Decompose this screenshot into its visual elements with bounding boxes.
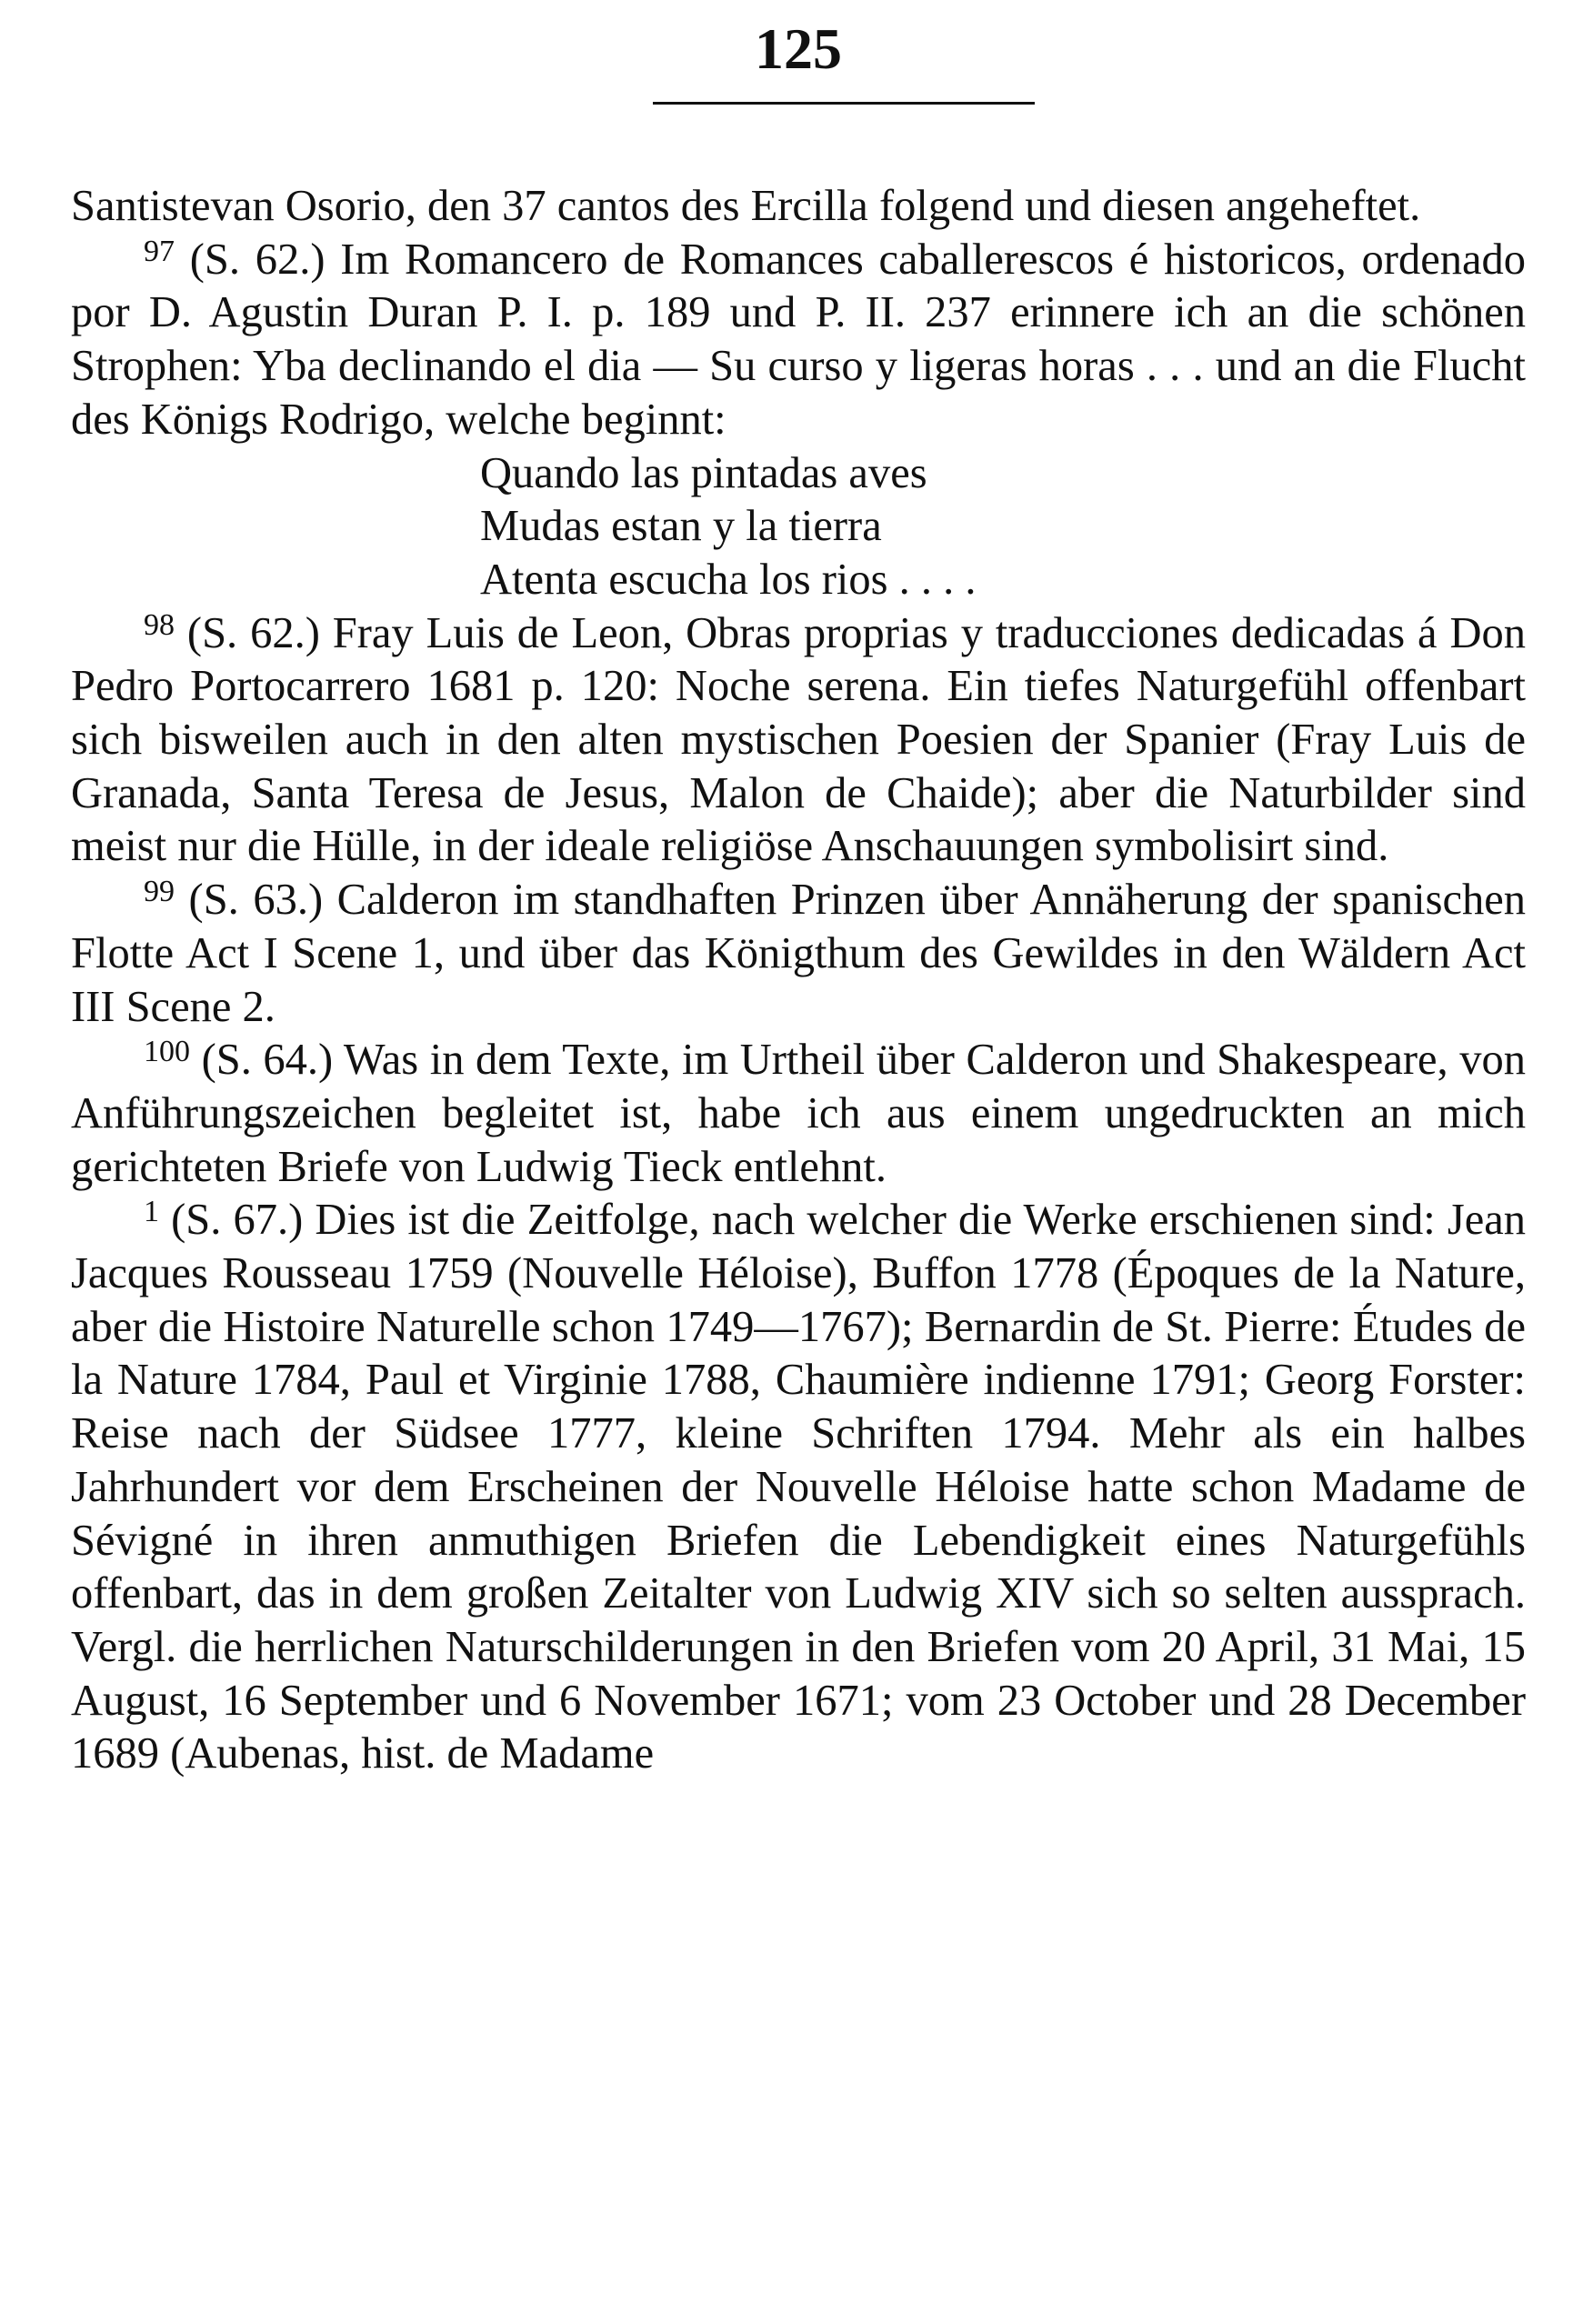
- footnote-marker: 1: [144, 1195, 159, 1229]
- footnote-99: [71, 874, 1526, 1034]
- header-rule: [653, 102, 1035, 105]
- paragraph-text: (S. 62.) Im Romancero de Romances caballerescos é historicos, ordenado por D. Agustin Duran P. I. p. 189 und P. II. 237 erinnere ich an die schönen Strophen: Yba declinando el dia — Su curso y ligeras horas . . . und an die Flucht des Königs Rodrigo, welche beginnt:: [71, 235, 1527, 444]
- footnote-98: [71, 607, 1526, 875]
- paragraph-text: (S. 62.) Fray Luis de Leon, Obras proprias y traducciones dedicadas á Don Pedro Portocarrero 1681 p. 120: Noche serena. Ein tiefes Naturgefühl offenbart sich bisweilen auch in den alten mystischen Poesien der Spanier (Fray Luis de Granada, Santa Teresa de Jesus, Malon de Chaide); aber die Naturbilder sind meist nur die Hülle, in der ideale religiöse Anschauungen symbolisirt sind.: [71, 608, 1526, 871]
- verse-line: Atenta escucha los rios . . . .: [480, 555, 977, 604]
- paragraph-text: Santistevan Osorio, den 37 cantos des Ercilla folgend und diesen angeheftet.: [71, 182, 1421, 230]
- verse-line: Mudas estan y la tierra: [480, 502, 882, 551]
- footnote-97: [71, 234, 1526, 447]
- paragraph-text: (S. 63.) Calderon im standhaften Prinzen über Annäherung der spanischen Flotte Act I Scene 1, und über das Königthum des Gewildes in den Wäldern Act III Scene 2.: [71, 876, 1527, 1031]
- footnote-marker: 98: [144, 607, 175, 642]
- paragraph-text: (S. 67.) Dies ist die Zeitfolge, nach welcher die Werke erschienen sind: Jean Jacques Rousseau 1759 (Nouvelle Héloise), Buffon 1778 (Époques de la Nature, aber die Histoire Naturelle schon 1749—1767); Bernardin de St. Pierre: Études de la Nature 1784, Paul et Virginie 1788, Chaumière indienne 1791; Georg Forster: Reise nach der Südsee 1777, kleine Schriften 1794. Mehr als ein halbes Jahrhundert vor dem Erscheinen der Nouvelle Héloise hatte schon Madame de Sévigné in ihren anmuthigen Briefen die Lebendigkeit eines Naturgefühls offenbart, das in dem großen Zeitalter von Ludwig XIV sich so selten aussprach. Vergl. die herrlichen Naturschilderungen in den Briefen vom 20 April, 31 Mai, 15 August, 16 September und 6 November 1671; vom 23 October und 28 December 1689 (Aubenas, hist. de Madame: [71, 1196, 1527, 1778]
- book-page: [71, 0, 1526, 2324]
- footnote-1: [71, 1194, 1526, 1781]
- paragraph-text: (S. 64.) Was in dem Texte, im Urtheil über Calderon und Shakespeare, von Anführungszeichen begleitet ist, habe ich aus einem ungedruckten an mich gerichteten Briefe von Ludwig Tieck entlehnt.: [71, 1036, 1526, 1191]
- footnote-marker: 97: [144, 234, 175, 268]
- footnote-marker: 100: [144, 1035, 190, 1069]
- page-number: 125: [755, 16, 842, 81]
- footnote-marker: 99: [144, 875, 175, 909]
- verse-line: Quando las pintadas aves: [480, 448, 927, 497]
- footnotes-body: [71, 180, 1526, 1781]
- footnote-continuation: [71, 180, 1526, 234]
- footnote-100: [71, 1034, 1526, 1194]
- verse-quotation: [71, 447, 1526, 607]
